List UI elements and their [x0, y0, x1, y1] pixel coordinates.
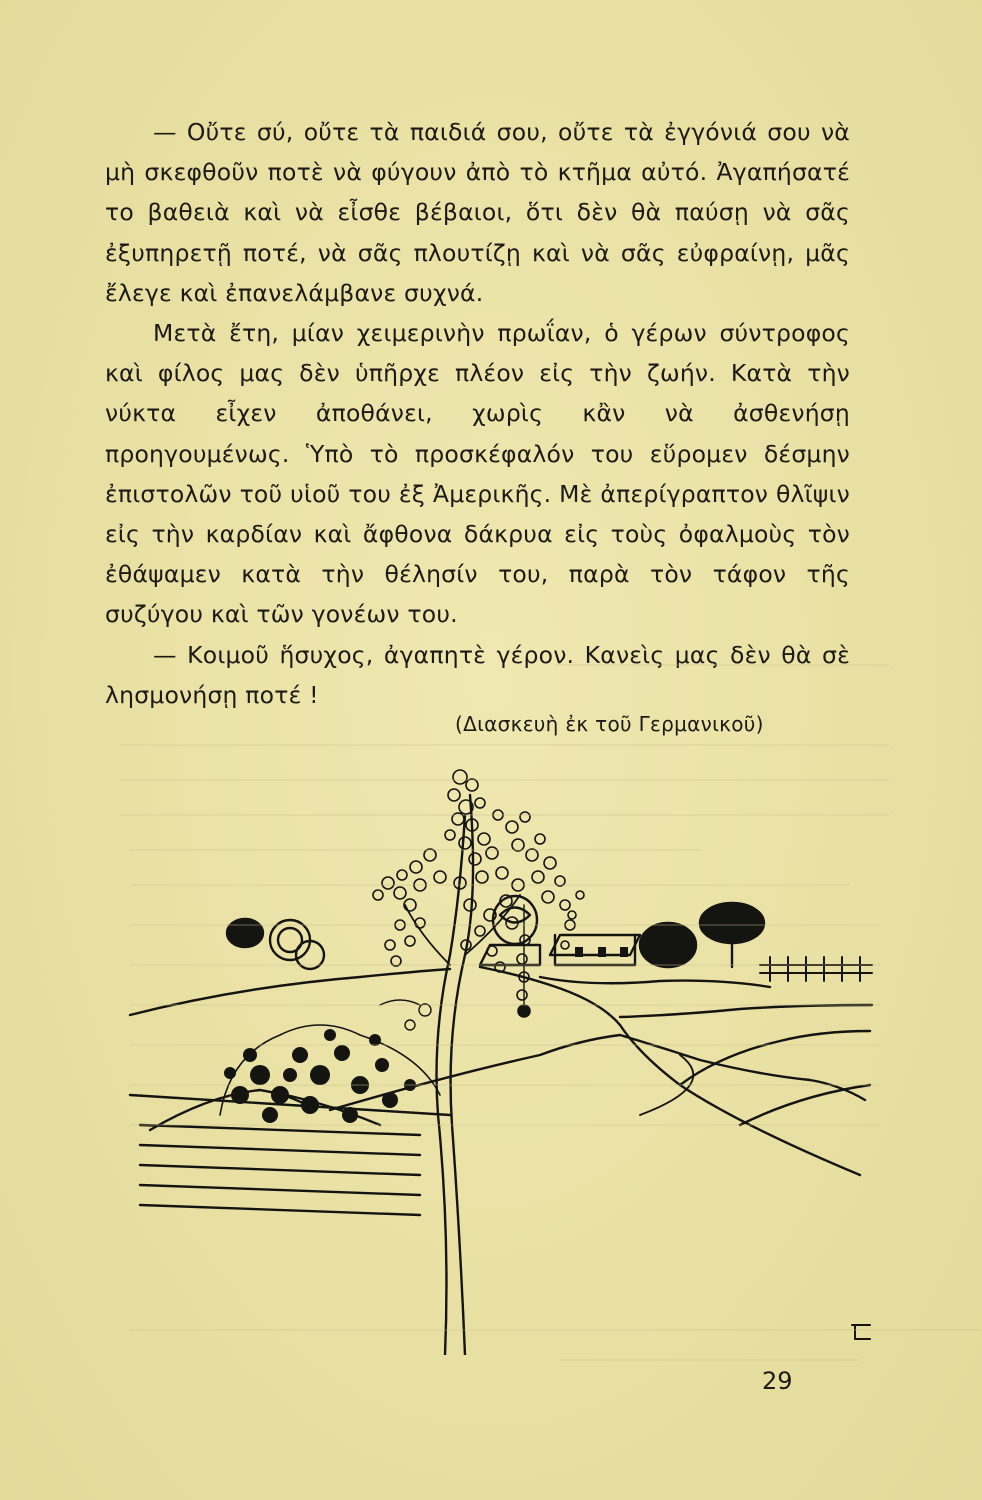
paragraph-1: — Οὔτε σύ, οὔτε τὰ παιδιά σου, οὔτε τὰ ἐγγόνιά σου νὰ μὴ σκεφθοῦν ποτὲ νὰ φύγουν ἀπὸ τὸ κτῆμα αὐτό. Ἀγαπήσατέ το βαθειὰ καὶ νὰ εἶσθε βέβαιοι, ὅτι δὲν θὰ παύσῃ νὰ σᾶς ἐξυπηρετῇ ποτέ, νὰ σᾶς πλουτίζῃ καὶ νὰ σᾶς εὐφραίνῃ, μᾶς ἔλεγε καὶ ἐπανελάμβανε συχνά. [105, 118, 850, 307]
page-number: 29 [762, 1367, 793, 1395]
main-text [105, 112, 850, 715]
landscape-illustration [120, 755, 880, 1355]
foreground-bush [220, 1000, 440, 1123]
paragraph-3: — Κοιμοῦ ἥσυχος, ἀγαπητὲ γέρον. Κανεὶς μας δὲν θὰ σὲ λησμονήσῃ ποτέ ! [105, 640, 850, 709]
fence [760, 957, 872, 981]
artist-signature [852, 1325, 870, 1339]
source-note: (Διασκευὴ ἐκ τοῦ Γερμανικοῦ) [455, 712, 764, 736]
tall-tree [373, 770, 584, 1355]
dark-trees [227, 896, 764, 969]
paragraph-2: Μετὰ ἔτη, μίαν χειμερινὴν πρωΐαν, ὁ γέρων σύντροφος καὶ φίλος μας δὲν ὑπῆρχε πλέον εἰς τὴν ζωήν. Κατὰ τὴν νύκτα εἶχεν ἀποθάνει, χωρὶς κἂν νὰ ἀσθενήσῃ προηγουμένως. Ὑπὸ τὸ προσκέφαλόν του εὕρομεν δέσμην ἐπιστολῶν τοῦ υἱοῦ του ἐξ Ἀμερικῆς. Μὲ ἀπερίγραπτον θλῖψιν εἰς τὴν καρδίαν καὶ ἄφθονα δάκρυα εἰς τοὺς ὀφαλμοὺς τὸν ἐθάψαμεν κατὰ τὴν θέλησίν του, παρὰ τὸν τάφον τῆς συζύγου καὶ τῶν γονέων του. [105, 319, 850, 629]
